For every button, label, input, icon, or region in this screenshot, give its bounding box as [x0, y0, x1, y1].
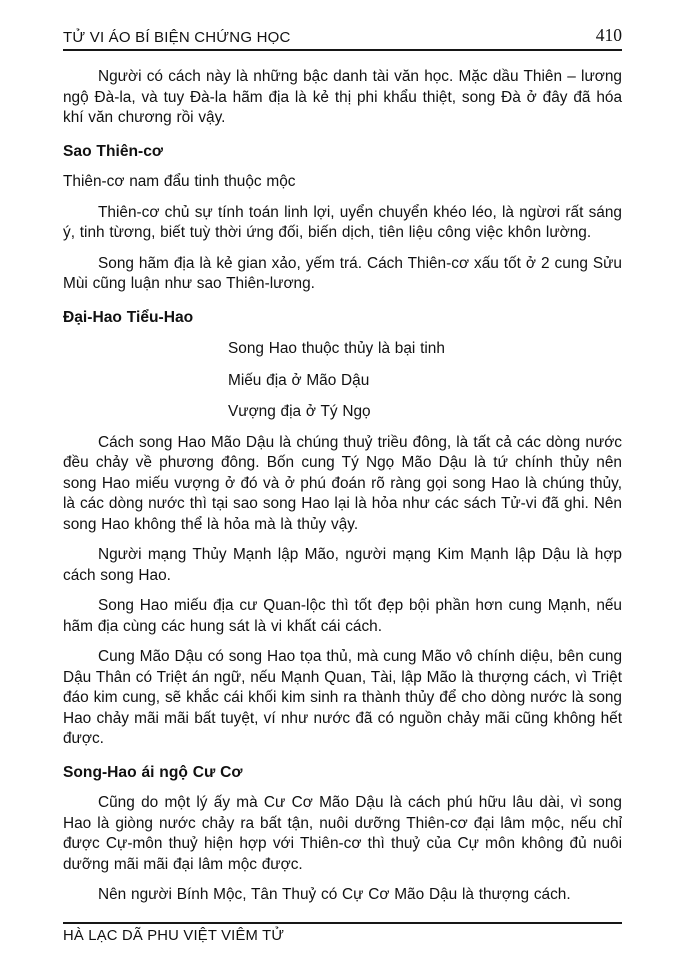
- paragraph-thien-co-ham-dia: Song hãm địa là kẻ gian xảo, yếm trá. Cách Thiên-cơ xấu tốt ở 2 cung Sửu Mùi cũng luận như sao Thiên-lương.: [63, 254, 622, 292]
- line-song-hao-thuy: Song Hao thuộc thủy là bại tinh: [228, 340, 445, 357]
- line-thien-co-element: Thiên-cơ nam đẩu tinh thuộc mộc: [63, 173, 296, 190]
- page-body: [63, 51, 622, 906]
- line-vuong-dia-ty-ngo: Vượng địa ở Tý Ngọ: [228, 403, 371, 420]
- paragraph-triet-an-ngu: Cung Mão Dậu có song Hao tọa thủ, mà cung Mão vô chính diệu, bên cung Dậu Thân có Triệt án ngữ, nếu Mạnh Quan, Tài, lập Mão là thượng cách, vì Triệt đáo kim cung, sẽ khắc cái khối kim sinh ra thành thủy để cho dòng nước là song Hao chảy mãi mãi bất tuyệt, ví như nước đã có nguồn chảy mãi cũng không hết được.: [63, 648, 622, 747]
- heading-song-hao-cu-co: Song-Hao ái ngộ Cư Cơ: [63, 763, 243, 781]
- line-mieu-dia-mao-dau: Miếu địa ở Mão Dậu: [228, 371, 370, 389]
- heading-sao-thien-co: Sao Thiên-cơ: [63, 142, 163, 160]
- paragraph-thien-luong-da-la: Người có cách này là những bậc danh tài văn học. Mặc dầu Thiên – lương ngộ Đà-la, và tuy Đà-la hãm địa là kẻ thị phi khẩu thiệt, song Đà ở đây đã hóa khí văn chương rồi vậy.: [63, 68, 622, 126]
- heading-dai-hao-tieu-hao: Đại-Hao Tiểu-Hao: [63, 308, 194, 326]
- paragraph-chung-thuy: Cách song Hao Mão Dậu là chúng thuỷ triều đông, là tất cả các dòng nước đều chảy về phương đông. Bốn cung Tý Ngọ Mão Dậu là tứ chính thủy nên song Hao miếu vượng ở đó và ở phú đoán rõ ràng gọi song Hao là chúng thủy, là các dòng nước thì tại sao song Hao lại là hỏa như các sách Tử-vi đã ghi. Nên song Hao không thể là hỏa mà là thủy vậy.: [63, 433, 622, 533]
- paragraph-thien-co-traits: Thiên-cơ chủ sự tính toán linh lợi, uyển chuyển khéo léo, là ngừơi rất sáng ý, tinh từơng, biết tuỳ thời ứng đối, biến dịch, tiên liệu công việc khôn lường.: [63, 203, 622, 241]
- paragraph-quan-loc: Song Hao miếu địa cư Quan-lộc thì tốt đẹp bội phần hơn cung Mạnh, nếu hãm địa cùng các hung sát là vi khất cái cách.: [63, 597, 622, 635]
- page-header: [63, 25, 622, 51]
- paragraph-menh-thuy-kim: Người mạng Thủy Mạnh lập Mão, người mạng Kim Mạnh lập Dậu là hợp cách song Hao.: [63, 546, 622, 584]
- page-number: 410: [595, 25, 622, 45]
- footer-author: HÀ LẠC DÃ PHU VIỆT VIÊM TỬ: [63, 928, 285, 944]
- page-footer: [63, 922, 622, 944]
- paragraph-cu-co-mao-dau: Cũng do một lý ấy mà Cư Cơ Mão Dậu là cách phú hữu lâu dài, vì song Hao là giòng nước chảy ra bất tận, nuôi dưỡng Thiên-cơ đại lâm mộc, nếu chỉ được Cự-môn thuỷ hiện hợp với Thiên-cơ thì thuỷ của Cự môn không đủ nuôi dưỡng mãi mãi đại lâm mộc được.: [63, 794, 622, 873]
- paragraph-binh-moc-tan-thuy: Nên người Bính Mộc, Tân Thuỷ có Cự Cơ Mão Dậu là thượng cách.: [98, 886, 571, 903]
- running-title: TỬ VI ÁO BÍ BIỆN CHỨNG HỌC: [63, 29, 291, 46]
